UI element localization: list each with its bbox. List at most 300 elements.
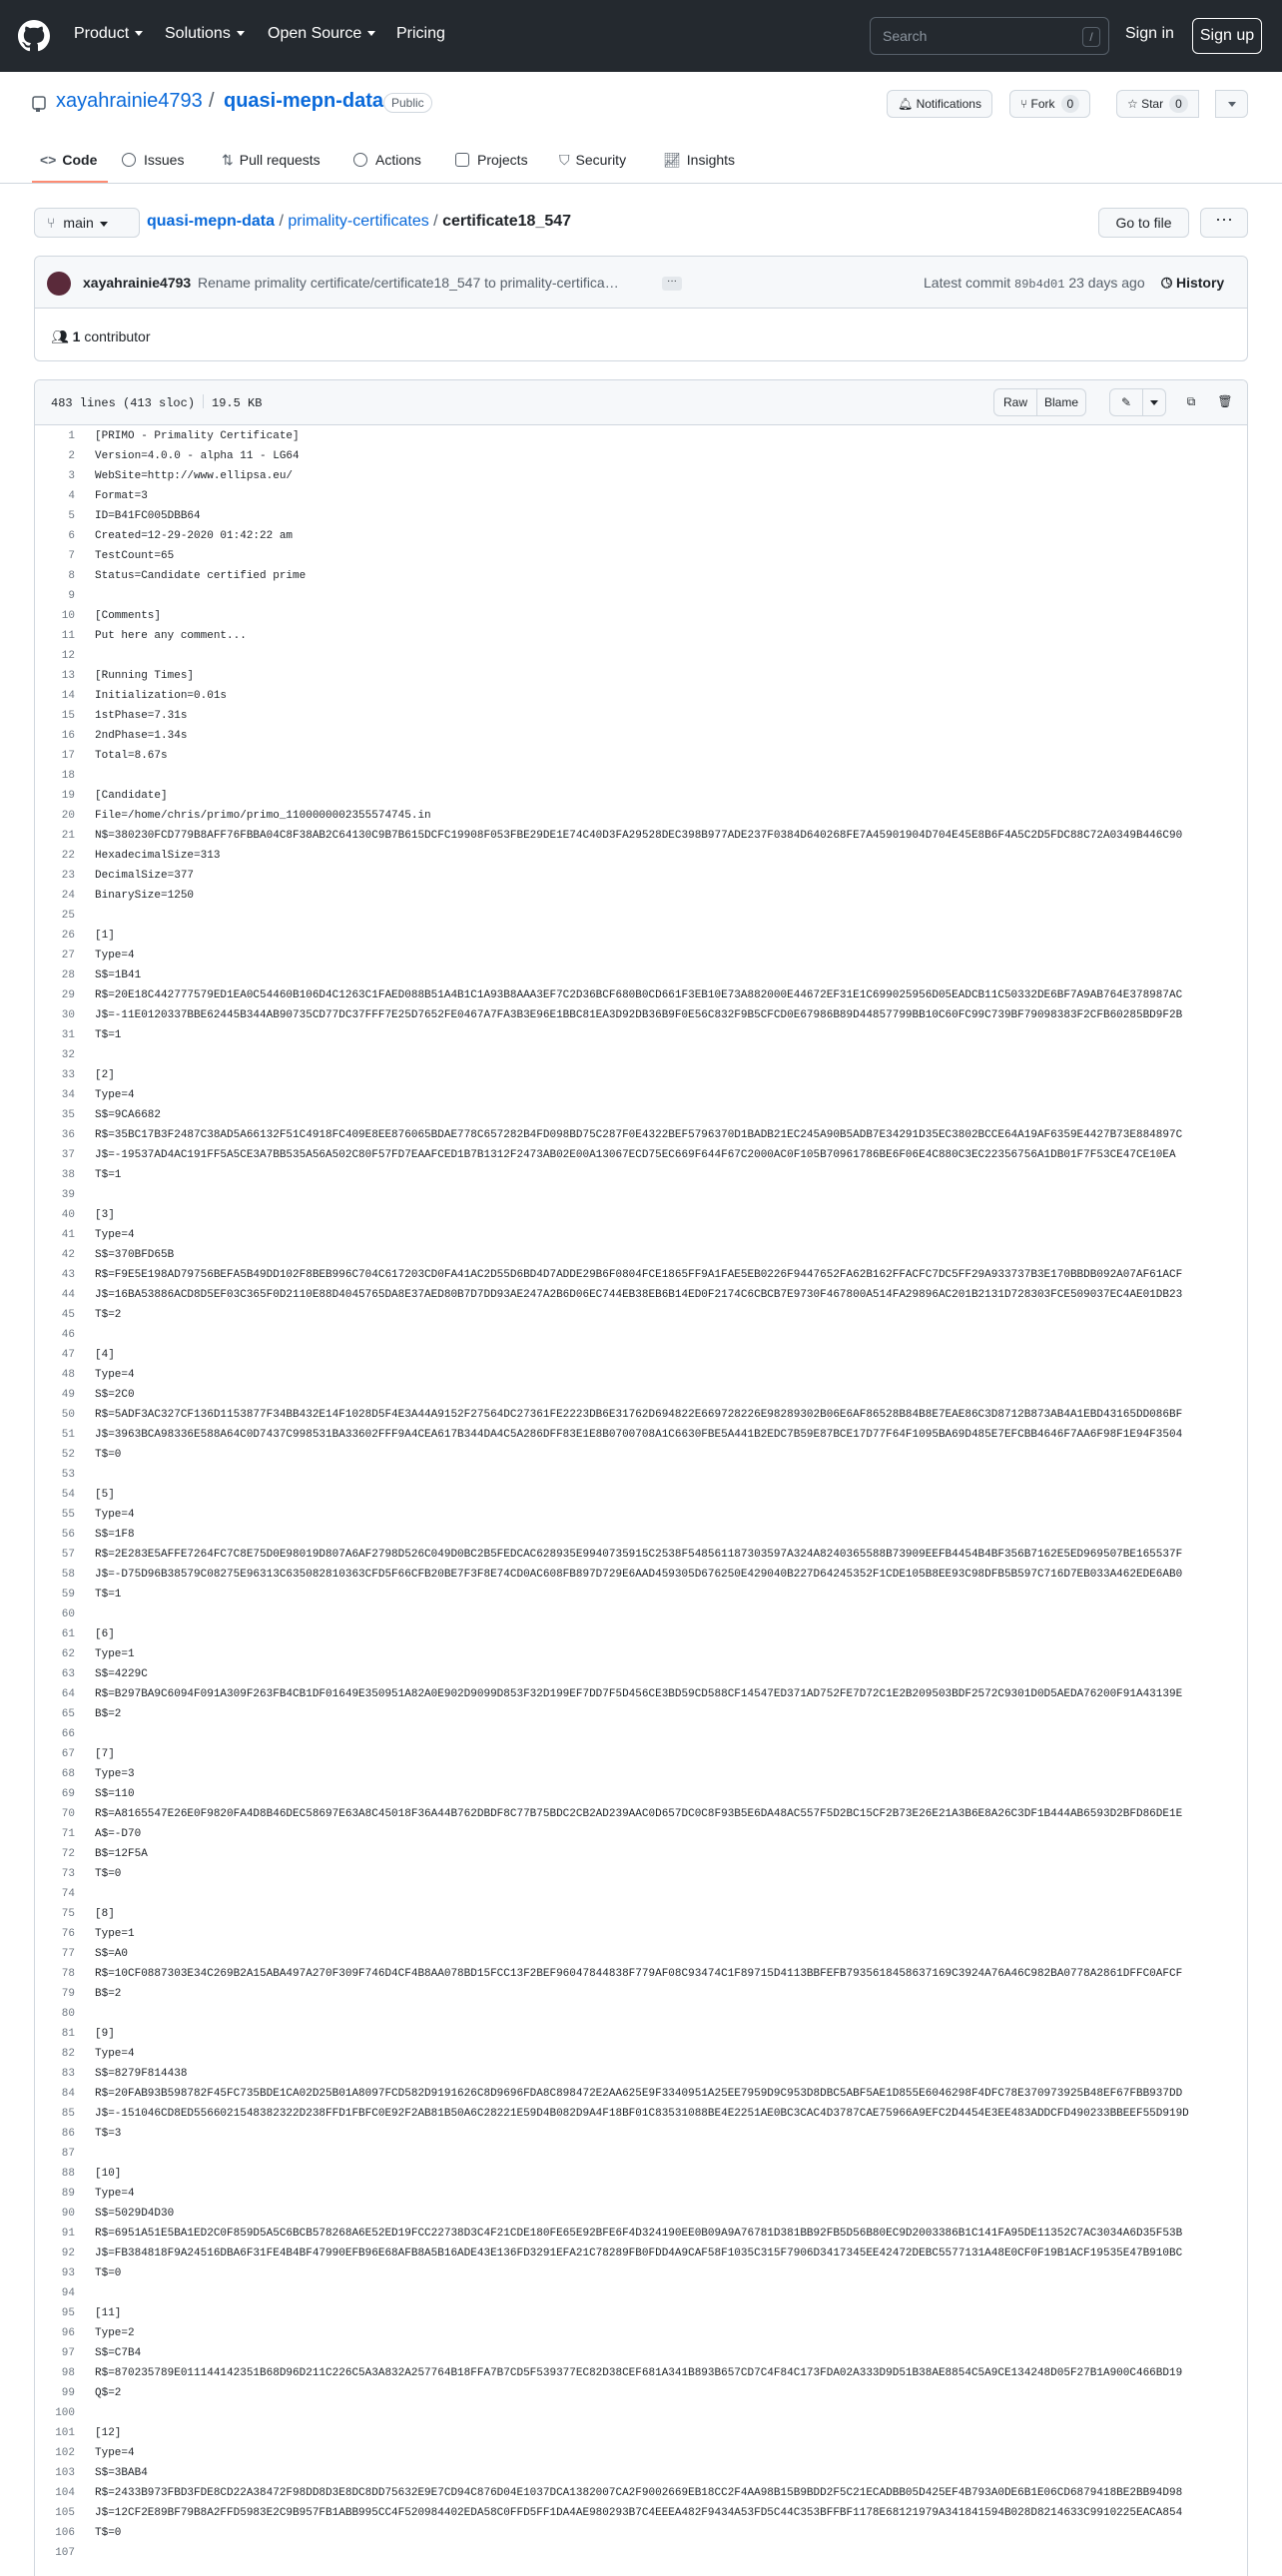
line-number[interactable]: 67 (61, 1748, 75, 1760)
code-line (35, 2543, 1247, 2563)
line-number[interactable]: 37 (61, 1149, 75, 1161)
code-line (35, 826, 1247, 846)
line-number[interactable]: 79 (61, 1988, 75, 2000)
fork-icon: ⑂ (1020, 97, 1031, 111)
line-number[interactable]: 46 (61, 1329, 75, 1341)
line-text: Q$=2 (95, 2387, 122, 2399)
line-number[interactable]: 101 (55, 2427, 75, 2439)
code-line (35, 2263, 1247, 2283)
blame-button[interactable]: Blame (1036, 388, 1086, 416)
line-number[interactable]: 33 (61, 1069, 75, 1081)
contributors-link[interactable] (51, 328, 151, 345)
code-line (35, 1205, 1247, 1225)
line-text: J$=-11E0120337BBE62445B344AB90735CD77DC37FFF7E25D7652FE0467A7FA3B3E96E1BBC81EA3D92DB36B9F0E56C832F9B5CFCD0E67986B89D44857799BB10C60FC99C739BF79098383F2CFB60285BD9F2B (95, 1009, 1183, 1021)
github-logo-icon[interactable] (18, 20, 50, 52)
star-button[interactable] (1116, 90, 1199, 118)
line-text: S$=C7B4 (95, 2347, 142, 2359)
raw-button[interactable]: Raw (993, 388, 1037, 416)
latest-commit-row (35, 257, 1247, 309)
line-number[interactable]: 87 (61, 2148, 75, 2160)
sign-up-button[interactable]: Sign up (1192, 18, 1262, 54)
code-line (35, 1425, 1247, 1445)
line-number[interactable]: 41 (61, 1229, 75, 1241)
code-line (35, 1764, 1247, 1784)
tab-projects[interactable] (455, 152, 528, 168)
line-number[interactable]: 53 (61, 1469, 75, 1481)
commit-author-link[interactable]: xayahrainie4793 (83, 275, 192, 291)
line-text: [11] (95, 2307, 122, 2319)
line-text: HexadecimalSize=313 (95, 850, 221, 862)
line-text: Created=12-29-2020 01:42:22 am (95, 530, 294, 542)
line-text: R$=A8165547E26E0F9820FA4D8B46DEC58697E63A8C45018F36A44B762DBDF8C77B75BDC2CB2AD239AAC0D657DC0C8F93B5E6DA48AC557F5D2BC15CF2B73E26E21A3B6E8A26C3DF1B444AB6593D2BFD86DE1E (95, 1808, 1183, 1820)
line-number[interactable]: 74 (61, 1888, 75, 1900)
line-number[interactable]: 96 (61, 2327, 75, 2339)
history-link[interactable] (1161, 275, 1224, 292)
line-text: DecimalSize=377 (95, 870, 195, 882)
tab-pull-requests[interactable] (222, 152, 320, 169)
delete-button[interactable] (1213, 388, 1237, 416)
line-number[interactable]: 8 (68, 570, 75, 582)
line-text: A$=-D70 (95, 1828, 142, 1840)
code-line (35, 666, 1247, 686)
code-line (35, 2323, 1247, 2343)
code-line (35, 2104, 1247, 2124)
line-text: T$=1 (95, 1029, 122, 1041)
tab-issues-label: Issues (144, 152, 185, 168)
tab-security-label: Security (575, 152, 627, 168)
code-line (35, 1924, 1247, 1944)
line-number[interactable]: 100 (55, 2407, 75, 2419)
line-number[interactable]: 42 (61, 1249, 75, 1261)
line-text: Initialization=0.01s (95, 690, 228, 702)
line-number[interactable]: 57 (61, 1549, 75, 1561)
line-number[interactable]: 102 (55, 2447, 75, 2459)
nav-open-source-label: Open Source (268, 25, 362, 42)
search-placeholder: Search (883, 28, 928, 44)
line-text: R$=870235789E011144142351B68D96D211C226C5A3A832A257764B18FFA7B7CD5F539377EC82D38CEF681A341B893B657CD7C4F84C173FDA02A333D9D51B38AE8854C5A9CE134248D05F27B1A900C466BD19 (95, 2367, 1183, 2379)
line-text: R$=6951A51E5BA1ED2C0F859D5A5C6BCB578268A6E52ED19FCC22738D3C4F21CDE180FE65E92BFE6F4D324190EE0B09A9A76781D381BB92FB5D56B80EC9D2003386B1C141FA95DE11352C7AC3034A6D35F53B (95, 2228, 1183, 2240)
line-text: B$=2 (95, 1708, 122, 1720)
line-number[interactable]: 103 (55, 2467, 75, 2479)
branch-label: main (63, 215, 94, 231)
code-line (35, 1025, 1247, 1045)
line-text: S$=3BAB4 (95, 2467, 148, 2479)
line-text: N$=380230FCD779B8AFF76FBBA04C8F38AB2C64130C9B7B615DCFC19908F053FBE29DE1E74C40D3FA29528DEC398B977ADE237F0384D640268FE7A45901904D704E45E8B6F4A5C2D5FDC88C72A0349B446C90 (95, 830, 1183, 842)
line-number[interactable]: 48 (61, 1369, 75, 1381)
chevron-down-icon (1228, 102, 1236, 107)
code-line (35, 1784, 1247, 1804)
copy-button[interactable] (1179, 388, 1203, 416)
line-number[interactable]: 58 (61, 1569, 75, 1581)
line-text: S$=1F8 (95, 1529, 135, 1541)
line-number[interactable]: 92 (61, 2248, 75, 2259)
nav-solutions[interactable] (165, 25, 245, 43)
line-number[interactable]: 106 (55, 2527, 75, 2539)
line-number[interactable]: 63 (61, 1668, 75, 1680)
line-text: Type=4 (95, 2188, 135, 2200)
line-number[interactable]: 11 (61, 630, 75, 642)
line-text: T$=2 (95, 1309, 122, 1321)
fork-label: Fork (1030, 97, 1055, 111)
line-number[interactable]: 54 (61, 1489, 75, 1501)
code-line (35, 2204, 1247, 2224)
line-number[interactable]: 17 (61, 750, 75, 762)
star-label: Star (1141, 97, 1164, 111)
line-text: T$=1 (95, 1589, 122, 1601)
star-dropdown-button[interactable] (1215, 90, 1248, 118)
tab-insights-label: Insights (686, 152, 736, 168)
line-text: Status=Candidate certified prime (95, 570, 307, 582)
line-text: R$=5ADF3AC327CF136D1153877F34BB432E14F1028D5F4E3A44A9152F27564DC27361FE2223DB6E31762D694822E669728226E98289302B06E6AF86528B84B8E7EAE86C3D8712B873AB4A1EBD43165DD086BF (95, 1409, 1183, 1421)
line-text (75, 1724, 1243, 1744)
sign-in-link[interactable]: Sign in (1125, 25, 1174, 42)
line-text: Version=4.0.0 - alpha 11 - LG64 (95, 450, 300, 462)
line-text: Type=4 (95, 1509, 135, 1521)
notifications-button[interactable] (887, 90, 992, 118)
line-number[interactable]: 61 (61, 1628, 75, 1640)
line-number[interactable]: 21 (61, 830, 75, 842)
tab-actions[interactable] (353, 152, 421, 168)
line-number[interactable]: 98 (61, 2367, 75, 2379)
go-to-file-button[interactable]: Go to file (1098, 208, 1189, 238)
code-line (35, 1644, 1247, 1664)
line-number[interactable]: 75 (61, 1908, 75, 1920)
breadcrumb-repo-link[interactable]: quasi-mepn-data (147, 213, 276, 230)
line-text: J$=3963BCA98336E588A64C0D7437C998531BA33602FFF9A4CEA617B344DA4C5A286DFF83E1E8B0700708A1C6630FBE5A441B2EDC7B59E87BCE17D77F64F1095BA69D485E7EFCBB4646F7AA6F98F1E94F3504 (95, 1429, 1183, 1441)
branch-icon: ⑂ (47, 215, 56, 231)
visibility-badge: Public (383, 93, 432, 113)
line-number[interactable]: 97 (61, 2347, 75, 2359)
line-number[interactable]: 88 (61, 2168, 75, 2180)
line-number[interactable]: 82 (61, 2048, 75, 2060)
line-number[interactable]: 71 (61, 1828, 75, 1840)
line-number[interactable]: 104 (55, 2487, 75, 2499)
line-number[interactable]: 80 (61, 2008, 75, 2020)
line-number[interactable]: 49 (61, 1389, 75, 1401)
code-line (35, 626, 1247, 646)
line-text: J$=-D75D96B38579C08275E96313C635082810363CFD5F66CFB20BE7F3F8E74CD0AC608FB897D729E6AAD459305D676250E429040B227D64245352F1CDE105B8EE93C98DFB5B597C716D7EB033A462EDE6AB0 (95, 1569, 1183, 1581)
repo-icon (32, 96, 46, 112)
code-line (35, 606, 1247, 626)
branch-select-button[interactable] (34, 208, 140, 238)
code-line (35, 1045, 1247, 1065)
code-line (35, 2004, 1247, 2024)
code-line (35, 1245, 1247, 1265)
nav-pricing[interactable]: Pricing (396, 25, 445, 42)
line-number[interactable]: 84 (61, 2088, 75, 2100)
edit-dropdown-button[interactable] (1142, 388, 1166, 416)
tab-insights[interactable] (663, 152, 735, 169)
code-line (35, 2423, 1247, 2443)
code-line (35, 985, 1247, 1005)
latest-commit-info (924, 275, 1145, 292)
line-number[interactable]: 45 (61, 1309, 75, 1321)
code-line (35, 1904, 1247, 1924)
repo-name-link[interactable]: quasi-mepn-data (224, 90, 384, 112)
tab-security[interactable] (559, 152, 626, 169)
line-number[interactable]: 30 (61, 1009, 75, 1021)
line-number[interactable]: 59 (61, 1589, 75, 1601)
repo-owner-link[interactable]: xayahrainie4793 (56, 90, 203, 112)
code-line (35, 1165, 1247, 1185)
line-number[interactable]: 52 (61, 1449, 75, 1461)
bell-icon: 🔔︎ (898, 97, 917, 111)
tab-projects-label: Projects (477, 152, 528, 168)
pencil-icon: ✎ (1120, 395, 1132, 409)
fork-button[interactable] (1009, 90, 1090, 118)
line-number[interactable]: 24 (61, 890, 75, 902)
line-number[interactable]: 26 (61, 930, 75, 942)
edit-button[interactable] (1109, 388, 1143, 416)
code-line (35, 1664, 1247, 1684)
file-header (35, 380, 1247, 425)
line-number[interactable]: 6 (68, 530, 75, 542)
code-line (35, 846, 1247, 866)
line-number[interactable]: 2 (68, 450, 75, 462)
play-icon (353, 153, 367, 167)
line-number[interactable]: 69 (61, 1788, 75, 1800)
issue-icon (122, 153, 136, 167)
line-number[interactable]: 65 (61, 1708, 75, 1720)
line-number[interactable]: 27 (61, 950, 75, 962)
line-text: T$=0 (95, 2527, 122, 2539)
line-text: R$=20FAB93B598782F45FC735BDE1CA02D25B01A8097FCD582D9191626C8D9696FDA8C898472E2AA625E9F3340951A25EE7959D9C953D8DBC5ABF5AE1D855E6046298F4DFC78E370973925B48EF67FBB937DD (95, 2088, 1183, 2100)
commit-sha-link[interactable]: 89b4d01 (1014, 278, 1065, 292)
line-number[interactable]: 40 (61, 1209, 75, 1221)
line-text (75, 2144, 1243, 2164)
line-number[interactable]: 68 (61, 1768, 75, 1780)
line-number[interactable]: 95 (61, 2307, 75, 2319)
commit-message-link[interactable]: Rename primality certificate/certificate18_547 to primality-certifica… (198, 275, 619, 291)
line-number[interactable]: 86 (61, 2128, 75, 2140)
code-line (35, 1385, 1247, 1405)
line-number[interactable]: 29 (61, 989, 75, 1001)
line-text: [10] (95, 2168, 122, 2180)
line-number[interactable]: 7 (68, 550, 75, 562)
code-line (35, 1605, 1247, 1624)
line-number[interactable]: 19 (61, 790, 75, 802)
line-number[interactable]: 62 (61, 1648, 75, 1660)
line-text: S$=A0 (95, 1948, 129, 1960)
code-line (35, 1485, 1247, 1505)
line-number[interactable]: 16 (61, 730, 75, 742)
line-text: Format=3 (95, 490, 148, 502)
line-text: [Comments] (95, 610, 162, 622)
code-line (35, 2363, 1247, 2383)
line-text: Type=1 (95, 1648, 135, 1660)
code-line (35, 1285, 1247, 1305)
line-number[interactable]: 4 (68, 490, 75, 502)
avatar[interactable] (47, 272, 71, 296)
line-number[interactable]: 64 (61, 1688, 75, 1700)
code-line (35, 2303, 1247, 2323)
line-number[interactable]: 12 (61, 650, 75, 662)
line-number[interactable]: 55 (61, 1509, 75, 1521)
code-line (35, 946, 1247, 966)
nav-open-source[interactable] (268, 25, 375, 43)
line-text (75, 2004, 1243, 2024)
search-shortcut-key: / (1082, 27, 1100, 47)
line-number[interactable]: 25 (61, 910, 75, 922)
code-line (35, 806, 1247, 826)
line-number[interactable]: 73 (61, 1868, 75, 1880)
line-text: S$=5029D4D30 (95, 2208, 175, 2220)
line-text: BinarySize=1250 (95, 890, 195, 902)
code-line (35, 2044, 1247, 2064)
line-text: S$=110 (95, 1788, 135, 1800)
clock-icon: 🕓︎ (1161, 275, 1176, 291)
line-number[interactable]: 38 (61, 1169, 75, 1181)
line-number[interactable]: 36 (61, 1129, 75, 1141)
line-number[interactable]: 94 (61, 2287, 75, 2299)
code-line (35, 1864, 1247, 1884)
graph-icon: 📈︎ (663, 152, 681, 168)
line-number[interactable]: 47 (61, 1349, 75, 1361)
code-line (35, 1185, 1247, 1205)
line-number[interactable]: 39 (61, 1189, 75, 1201)
line-number[interactable]: 89 (61, 2188, 75, 2200)
code-line (35, 2443, 1247, 2463)
line-text: B$=2 (95, 1988, 122, 2000)
line-number[interactable]: 23 (61, 870, 75, 882)
code-line (35, 2523, 1247, 2543)
nav-product[interactable] (74, 25, 143, 43)
breadcrumb-file: certificate18_547 (442, 213, 572, 230)
line-number[interactable]: 77 (61, 1948, 75, 1960)
commit-age: 23 days ago (1068, 275, 1145, 291)
line-number[interactable]: 60 (61, 1609, 75, 1620)
line-number[interactable]: 35 (61, 1109, 75, 1121)
line-number[interactable]: 83 (61, 2068, 75, 2080)
line-number[interactable]: 70 (61, 1808, 75, 1820)
line-number[interactable]: 105 (55, 2507, 75, 2519)
line-number[interactable]: 85 (61, 2108, 75, 2120)
line-text: [PRIMO - Primality Certificate] (95, 430, 300, 442)
line-number[interactable]: 20 (61, 810, 75, 822)
code-line (35, 2184, 1247, 2204)
code-line (35, 2164, 1247, 2184)
line-number[interactable]: 91 (61, 2228, 75, 2240)
code-line (35, 2383, 1247, 2403)
line-number[interactable]: 14 (61, 690, 75, 702)
code-line (35, 1964, 1247, 1984)
code-line (35, 1944, 1247, 1964)
line-text: J$=FB384818F9A24516DBA6F31FE4B4BF47990EFB96E68AFB8A5B16ADE43E136FD3291EFA21C78289FB0FDD4A9CAF58F1035C315F7906D3417345EE42472DEBC5577131A48E0CF0F19B1ACF19535E47B910BC (95, 2248, 1183, 2259)
code-line (35, 2064, 1247, 2084)
line-text: R$=35BC17B3F2487C38AD5A66132F51C4918FC409E8EE876065BDAE778C657282B4FD098BD75C287F0E4322BEF5796370D1BADB21EC245A90B5ADB7E34291D35EC3802BCCE64A19AF6359E4427B73E884897C (95, 1129, 1183, 1141)
line-number[interactable]: 1 (68, 430, 75, 442)
line-number[interactable]: 32 (61, 1049, 75, 1061)
code-line (35, 1804, 1247, 1824)
commit-box (34, 256, 1248, 361)
line-text: WebSite=http://www.ellipsa.eu/ (95, 470, 294, 482)
line-text: File=/home/chris/primo/primo_1100000002355574745.in (95, 810, 431, 822)
line-text: [2] (95, 1069, 115, 1081)
line-number[interactable]: 5 (68, 510, 75, 522)
commit-expand-button[interactable]: ··· (662, 277, 682, 291)
line-text: Type=1 (95, 1928, 135, 1940)
line-number[interactable]: 99 (61, 2387, 75, 2399)
breadcrumb-separator: / (275, 213, 289, 230)
code-icon: <> (40, 152, 57, 168)
line-number[interactable]: 93 (61, 2267, 75, 2279)
line-number[interactable]: 13 (61, 670, 75, 682)
chevron-down-icon (1150, 400, 1158, 405)
line-number[interactable]: 28 (61, 969, 75, 981)
repo-separator: / (209, 90, 215, 112)
search-input[interactable] (870, 17, 1109, 55)
line-number[interactable]: 44 (61, 1289, 75, 1301)
tab-issues[interactable] (122, 152, 184, 168)
line-number[interactable]: 22 (61, 850, 75, 862)
line-number[interactable]: 72 (61, 1848, 75, 1860)
line-number[interactable]: 43 (61, 1269, 75, 1281)
line-text: [8] (95, 1908, 115, 1920)
line-number[interactable]: 107 (55, 2547, 75, 2559)
line-text: B$=12F5A (95, 1848, 148, 1860)
tab-pull-requests-label: Pull requests (239, 152, 320, 168)
line-number[interactable]: 51 (61, 1429, 75, 1441)
code-line (35, 906, 1247, 926)
line-text: S$=2C0 (95, 1389, 135, 1401)
line-number[interactable]: 76 (61, 1928, 75, 1940)
line-text: J$=12CF2E89BF79B8A2FFD5983E2C9B957FB1ABB995CC4F520984402EDA58C0FFD5FF1DA4AE980293B7C4EEEA482F9434A53FD5C44C353BFFBF1178E68121979A341841594B028D8214633C9910225EACA854 (95, 2507, 1183, 2519)
code-line (35, 526, 1247, 546)
star-count: 0 (1169, 95, 1188, 113)
line-text: Type=4 (95, 2447, 135, 2459)
line-text: S$=9CA6682 (95, 1109, 162, 1121)
more-options-button[interactable] (1200, 208, 1248, 238)
line-text (75, 646, 1243, 666)
line-number[interactable]: 66 (61, 1728, 75, 1740)
line-text: [1] (95, 930, 115, 942)
breadcrumb-folder-link[interactable]: primality-certificates (288, 213, 429, 230)
line-number[interactable]: 50 (61, 1409, 75, 1421)
code-line (35, 1545, 1247, 1565)
line-number[interactable]: 10 (61, 610, 75, 622)
line-number[interactable]: 18 (61, 770, 75, 782)
line-text: Put here any comment... (95, 630, 247, 642)
line-number[interactable]: 3 (68, 470, 75, 482)
line-text: Type=2 (95, 2327, 135, 2339)
line-number[interactable]: 15 (61, 710, 75, 722)
code-line (35, 1624, 1247, 1644)
line-number[interactable]: 34 (61, 1089, 75, 1101)
line-number[interactable]: 90 (61, 2208, 75, 2220)
code-line (35, 2224, 1247, 2244)
line-number[interactable]: 56 (61, 1529, 75, 1541)
line-text: Type=3 (95, 1768, 135, 1780)
line-text: T$=0 (95, 2267, 122, 2279)
code-line (35, 706, 1247, 726)
code-line (35, 506, 1247, 526)
line-text: T$=3 (95, 2128, 122, 2140)
tab-code[interactable] (40, 152, 97, 168)
code-line (35, 2084, 1247, 2104)
code-line (35, 1065, 1247, 1085)
fork-count: 0 (1061, 95, 1080, 113)
line-number[interactable]: 78 (61, 1968, 75, 1980)
line-number[interactable]: 9 (68, 590, 75, 602)
line-text: Type=4 (95, 1229, 135, 1241)
selected-tab-indicator (32, 181, 108, 183)
line-number[interactable]: 31 (61, 1029, 75, 1041)
line-number[interactable]: 81 (61, 2028, 75, 2040)
code-line (35, 866, 1247, 886)
code-line (35, 426, 1247, 446)
code-line (35, 1445, 1247, 1465)
code-line (35, 2403, 1247, 2423)
